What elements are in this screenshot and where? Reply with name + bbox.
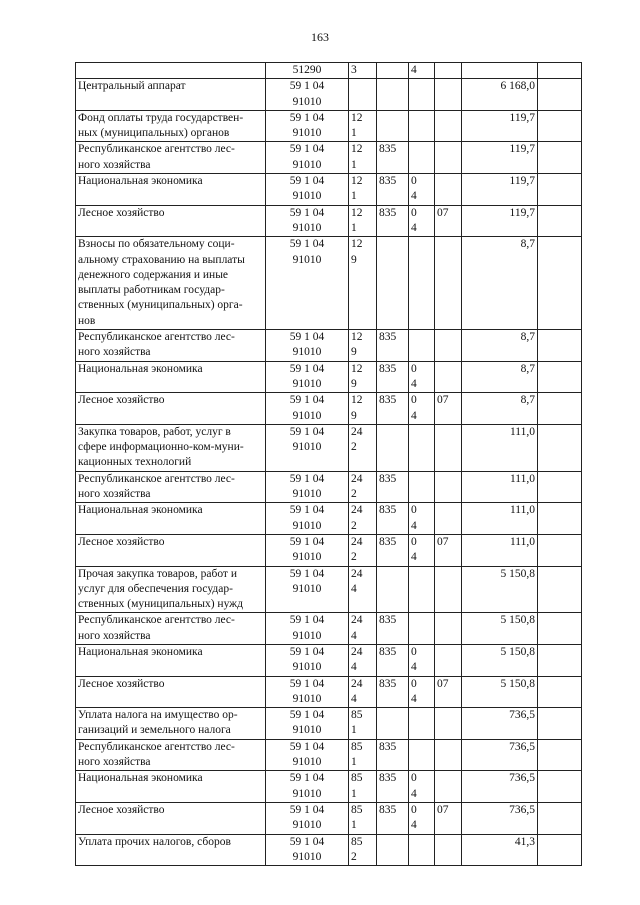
cell-target-code: 59 1 04 91010	[266, 771, 349, 803]
table-row	[76, 361, 582, 393]
cell-subsection	[435, 471, 462, 503]
cell-amount: 8,7	[462, 237, 538, 330]
cell-section	[409, 237, 435, 330]
table-row	[76, 566, 582, 613]
cell-administrator: 835	[377, 142, 409, 174]
cell-name: Фонд оплаты труда государствен- ных (муниципальных) органов	[76, 110, 266, 142]
cell-extra	[538, 644, 582, 676]
cell-target-code: 59 1 04 91010	[266, 393, 349, 425]
table-row	[76, 739, 582, 771]
cell-subsection	[435, 237, 462, 330]
cell-section	[409, 613, 435, 645]
cell-extra	[538, 676, 582, 708]
cell-name	[76, 63, 266, 79]
cell-target-code: 59 1 04 91010	[266, 644, 349, 676]
cell-expense-type: 85 1	[349, 739, 377, 771]
cell-administrator	[377, 566, 409, 613]
table-row	[76, 205, 582, 237]
cell-expense-type: 24 4	[349, 613, 377, 645]
cell-subsection	[435, 79, 462, 111]
cell-subsection: 07	[435, 802, 462, 834]
cell-extra	[538, 739, 582, 771]
cell-name: Национальная экономика	[76, 771, 266, 803]
cell-extra	[538, 361, 582, 393]
cell-section: 0 4	[409, 534, 435, 566]
cell-subsection	[435, 503, 462, 535]
table-row	[76, 393, 582, 425]
cell-name: Национальная экономика	[76, 503, 266, 535]
cell-expense-type: 12 1	[349, 110, 377, 142]
cell-administrator: 835	[377, 330, 409, 362]
cell-section	[409, 424, 435, 471]
cell-name: Национальная экономика	[76, 361, 266, 393]
cell-subsection	[435, 708, 462, 740]
cell-amount: 111,0	[462, 471, 538, 503]
cell-expense-type: 24 2	[349, 534, 377, 566]
cell-expense-type: 85 1	[349, 771, 377, 803]
cell-administrator: 835	[377, 361, 409, 393]
cell-target-code: 59 1 04 91010	[266, 613, 349, 645]
cell-extra	[538, 566, 582, 613]
cell-name: Лесное хозяйство	[76, 393, 266, 425]
cell-administrator: 835	[377, 676, 409, 708]
cell-extra	[538, 503, 582, 535]
cell-name: Республиканское агентство лес- ного хозяйства	[76, 330, 266, 362]
table-row	[76, 63, 582, 79]
cell-target-code: 59 1 04 91010	[266, 739, 349, 771]
cell-extra	[538, 424, 582, 471]
cell-extra	[538, 174, 582, 206]
cell-administrator	[377, 708, 409, 740]
cell-subsection	[435, 566, 462, 613]
cell-section: 0 4	[409, 174, 435, 206]
cell-amount: 736,5	[462, 739, 538, 771]
cell-extra	[538, 802, 582, 834]
cell-administrator: 835	[377, 613, 409, 645]
cell-section: 0 4	[409, 361, 435, 393]
cell-section: 0 4	[409, 676, 435, 708]
cell-name: Взносы по обязательному соци- альному страхованию на выплаты денежного содержания и иные выплаты работникам государ- ственных (муниципальных) орга- нов	[76, 237, 266, 330]
cell-amount: 119,7	[462, 110, 538, 142]
cell-administrator: 835	[377, 503, 409, 535]
table-row	[76, 534, 582, 566]
cell-extra	[538, 534, 582, 566]
cell-subsection	[435, 613, 462, 645]
cell-extra	[538, 142, 582, 174]
table-row	[76, 834, 582, 866]
table-row	[76, 771, 582, 803]
table-row	[76, 613, 582, 645]
cell-expense-type	[349, 79, 377, 111]
cell-target-code: 59 1 04 91010	[266, 205, 349, 237]
cell-amount: 111,0	[462, 534, 538, 566]
cell-administrator	[377, 834, 409, 866]
cell-expense-type: 24 2	[349, 503, 377, 535]
cell-amount: 5 150,8	[462, 613, 538, 645]
cell-subsection	[435, 424, 462, 471]
cell-target-code: 59 1 04 91010	[266, 361, 349, 393]
cell-section	[409, 708, 435, 740]
cell-extra	[538, 63, 582, 79]
cell-amount: 8,7	[462, 361, 538, 393]
cell-subsection	[435, 174, 462, 206]
cell-section: 0 4	[409, 205, 435, 237]
cell-administrator	[377, 79, 409, 111]
cell-amount: 119,7	[462, 174, 538, 206]
cell-amount: 119,7	[462, 205, 538, 237]
cell-target-code: 59 1 04 91010	[266, 471, 349, 503]
cell-name: Республиканское агентство лес- ного хозяйства	[76, 142, 266, 174]
cell-subsection	[435, 330, 462, 362]
table-row	[76, 142, 582, 174]
cell-name: Уплата прочих налогов, сборов	[76, 834, 266, 866]
table-row	[76, 110, 582, 142]
cell-target-code: 59 1 04 91010	[266, 834, 349, 866]
cell-target-code: 59 1 04 91010	[266, 534, 349, 566]
cell-target-code: 59 1 04 91010	[266, 330, 349, 362]
cell-extra	[538, 613, 582, 645]
cell-administrator: 835	[377, 205, 409, 237]
cell-section	[409, 739, 435, 771]
cell-administrator: 835	[377, 471, 409, 503]
cell-target-code: 59 1 04 91010	[266, 174, 349, 206]
table-row	[76, 424, 582, 471]
cell-target-code: 59 1 04 91010	[266, 676, 349, 708]
cell-administrator: 835	[377, 802, 409, 834]
budget-table	[75, 62, 582, 866]
cell-section	[409, 79, 435, 111]
cell-name: Уплата налога на имущество ор- ганизаций и земельного налога	[76, 708, 266, 740]
cell-section	[409, 142, 435, 174]
page-number: 163	[311, 30, 329, 44]
cell-subsection: 07	[435, 676, 462, 708]
cell-target-code: 59 1 04 91010	[266, 708, 349, 740]
table-row	[76, 237, 582, 330]
cell-section	[409, 110, 435, 142]
cell-expense-type: 12 9	[349, 393, 377, 425]
cell-extra	[538, 79, 582, 111]
table-body	[76, 63, 582, 866]
cell-amount: 119,7	[462, 142, 538, 174]
cell-administrator: 835	[377, 393, 409, 425]
cell-extra	[538, 205, 582, 237]
cell-amount: 5 150,8	[462, 566, 538, 613]
cell-target-code: 59 1 04 91010	[266, 237, 349, 330]
table-row	[76, 644, 582, 676]
cell-target-code: 59 1 04 91010	[266, 424, 349, 471]
cell-target-code: 59 1 04 91010	[266, 142, 349, 174]
cell-name: Прочая закупка товаров, работ и услуг для обеспечения государ- ственных (муниципальных) нужд	[76, 566, 266, 613]
table-row	[76, 174, 582, 206]
cell-name: Лесное хозяйство	[76, 676, 266, 708]
cell-subsection	[435, 110, 462, 142]
cell-expense-type: 85 1	[349, 708, 377, 740]
cell-extra	[538, 393, 582, 425]
cell-expense-type: 24 4	[349, 566, 377, 613]
cell-name: Центральный аппарат	[76, 79, 266, 111]
cell-section	[409, 330, 435, 362]
cell-subsection	[435, 361, 462, 393]
cell-section: 0 4	[409, 644, 435, 676]
table-row	[76, 676, 582, 708]
cell-expense-type: 85 1	[349, 802, 377, 834]
cell-administrator: 835	[377, 771, 409, 803]
cell-expense-type: 12 9	[349, 361, 377, 393]
cell-name: Республиканское агентство лес- ного хозяйства	[76, 613, 266, 645]
cell-name: Лесное хозяйство	[76, 802, 266, 834]
cell-amount: 111,0	[462, 503, 538, 535]
cell-subsection	[435, 834, 462, 866]
cell-extra	[538, 771, 582, 803]
cell-subsection	[435, 644, 462, 676]
table-row	[76, 330, 582, 362]
cell-subsection: 07	[435, 534, 462, 566]
cell-amount: 5 150,8	[462, 676, 538, 708]
cell-expense-type: 3	[349, 63, 377, 79]
cell-amount: 111,0	[462, 424, 538, 471]
cell-expense-type: 12 9	[349, 330, 377, 362]
cell-subsection	[435, 142, 462, 174]
cell-subsection	[435, 63, 462, 79]
cell-expense-type: 12 1	[349, 142, 377, 174]
cell-administrator: 835	[377, 644, 409, 676]
table-row	[76, 503, 582, 535]
table-row	[76, 802, 582, 834]
cell-extra	[538, 237, 582, 330]
cell-section: 0 4	[409, 393, 435, 425]
cell-extra	[538, 330, 582, 362]
cell-target-code: 59 1 04 91010	[266, 503, 349, 535]
table-row	[76, 708, 582, 740]
cell-section: 0 4	[409, 503, 435, 535]
cell-expense-type: 24 4	[349, 644, 377, 676]
cell-expense-type: 24 2	[349, 471, 377, 503]
cell-name: Национальная экономика	[76, 174, 266, 206]
cell-name: Закупка товаров, работ, услуг в сфере информационно-ком-муни- кационных технологий	[76, 424, 266, 471]
cell-administrator	[377, 110, 409, 142]
cell-amount	[462, 63, 538, 79]
cell-amount: 5 150,8	[462, 644, 538, 676]
cell-administrator	[377, 63, 409, 79]
cell-amount: 736,5	[462, 802, 538, 834]
cell-administrator: 835	[377, 174, 409, 206]
cell-administrator: 835	[377, 739, 409, 771]
cell-target-code: 59 1 04 91010	[266, 566, 349, 613]
cell-section	[409, 471, 435, 503]
cell-section: 0 4	[409, 802, 435, 834]
cell-target-code: 59 1 04 91010	[266, 110, 349, 142]
cell-amount: 41,3	[462, 834, 538, 866]
cell-administrator: 835	[377, 534, 409, 566]
cell-name: Национальная экономика	[76, 644, 266, 676]
cell-name: Лесное хозяйство	[76, 534, 266, 566]
cell-amount: 8,7	[462, 330, 538, 362]
cell-subsection	[435, 739, 462, 771]
cell-amount: 736,5	[462, 771, 538, 803]
cell-expense-type: 24 2	[349, 424, 377, 471]
cell-section	[409, 566, 435, 613]
cell-extra	[538, 708, 582, 740]
cell-expense-type: 12 9	[349, 237, 377, 330]
cell-subsection	[435, 771, 462, 803]
cell-expense-type: 24 4	[349, 676, 377, 708]
table-row	[76, 471, 582, 503]
cell-expense-type: 12 1	[349, 174, 377, 206]
cell-amount: 736,5	[462, 708, 538, 740]
cell-target-code: 59 1 04 91010	[266, 79, 349, 111]
cell-amount: 8,7	[462, 393, 538, 425]
cell-extra	[538, 471, 582, 503]
cell-administrator	[377, 424, 409, 471]
cell-administrator	[377, 237, 409, 330]
cell-name: Республиканское агентство лес- ного хозяйства	[76, 471, 266, 503]
cell-extra	[538, 110, 582, 142]
cell-name: Республиканское агентство лес- ного хозяйства	[76, 739, 266, 771]
cell-section	[409, 834, 435, 866]
cell-section: 4	[409, 63, 435, 79]
cell-amount: 6 168,0	[462, 79, 538, 111]
cell-target-code: 59 1 04 91010	[266, 802, 349, 834]
cell-expense-type: 85 2	[349, 834, 377, 866]
cell-subsection: 07	[435, 205, 462, 237]
table-row	[76, 79, 582, 111]
cell-name: Лесное хозяйство	[76, 205, 266, 237]
cell-section: 0 4	[409, 771, 435, 803]
cell-extra	[538, 834, 582, 866]
cell-target-code: 51290	[266, 63, 349, 79]
cell-subsection: 07	[435, 393, 462, 425]
cell-expense-type: 12 1	[349, 205, 377, 237]
